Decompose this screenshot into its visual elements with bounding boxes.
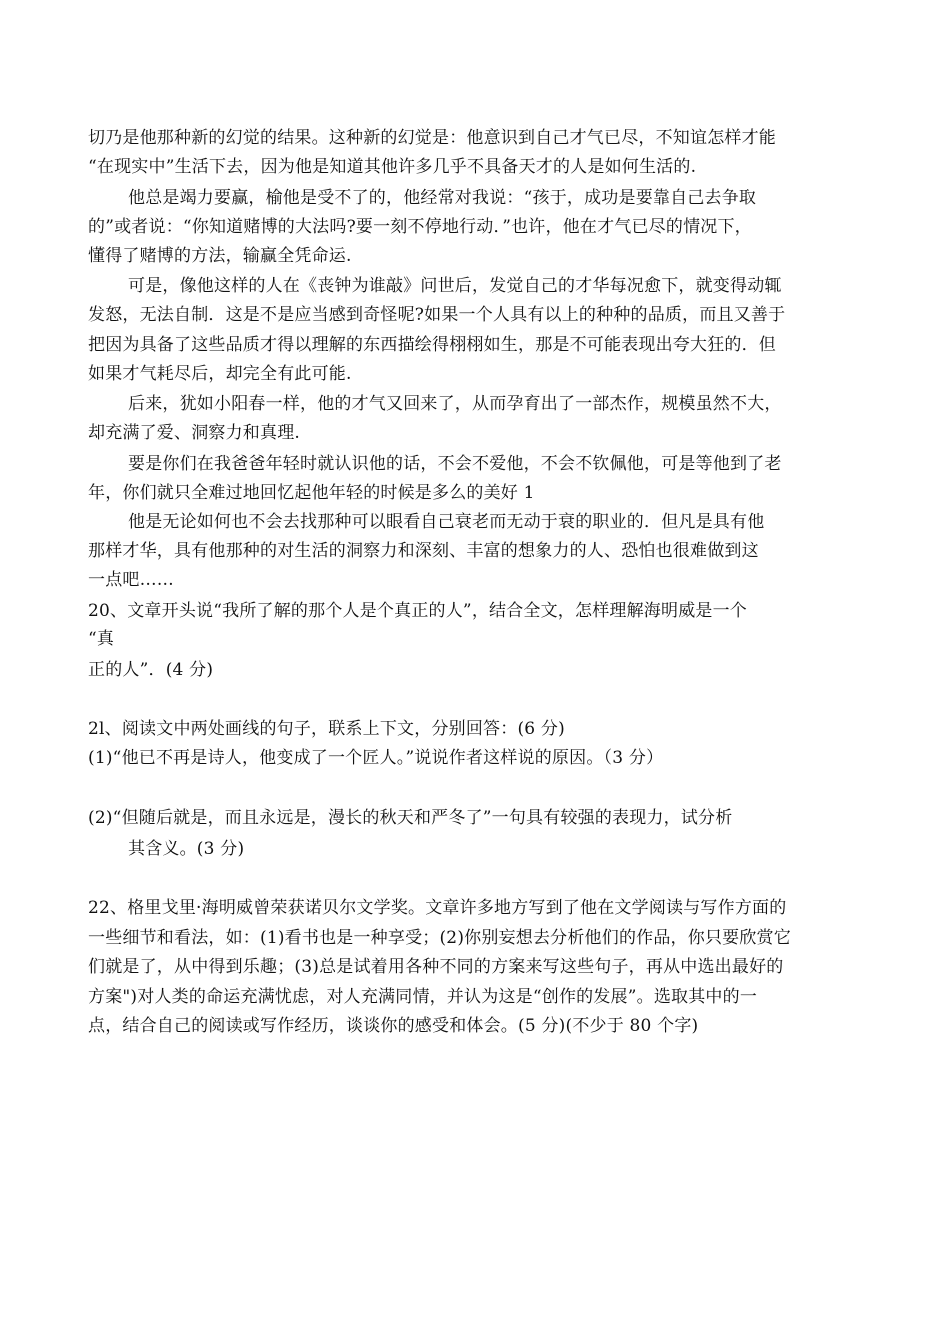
passage-line: 却充满了爱、洞察力和真理.: [88, 423, 301, 443]
question-20-line: “真: [88, 629, 115, 649]
question-22-line: 一些细节和看法，如：(1)看书也是一种享受；(2)你别妄想去分析他们的作品，你只要欣赏它: [88, 928, 791, 948]
question-20-line: 20、文章开头说“我所了解的那个人是个真正的人”，结合全文，怎样理解海明威是一个: [88, 601, 748, 621]
passage-line: 一点吧……: [88, 570, 174, 590]
question-20-line: 正的人”．(4 分): [88, 660, 214, 680]
question-21-line: (2)“但随后就是，而且永远是，漫长的秋天和严冬了”一句具有较强的表现力，试分析: [88, 808, 733, 828]
question-22-line: 方案")对人类的命运充满忧虑，对人充满同情，并认为这是“创作的发展”。选取其中的一: [88, 987, 758, 1007]
question-22-line: 们就是了，从中得到乐趣；(3)总是试着用各种不同的方案来写这些句子，再从中选出最好的: [88, 957, 784, 977]
passage-line: 那样才华，具有他那种的对生活的洞察力和深刻、丰富的想象力的人、恐怕也很难做到这: [88, 541, 759, 561]
passage-line: 切乃是他那种新的幻觉的结果。这种新的幻觉是：他意识到自己才气已尽，不知谊怎样才能: [88, 128, 776, 148]
passage-line: 发怒，无法自制．这是不是应当感到奇怪呢?如果一个人具有以上的种种的品质，而且又善于: [88, 305, 786, 325]
question-21-line: 其含义。(3 分): [128, 839, 245, 859]
question-21-line: (1)“他已不再是诗人，他变成了一个匠人。”说说作者这样说的原因。（3 分）: [88, 748, 664, 768]
passage-line: 把因为具备了这些品质才得以理解的东西描绘得栩栩如生，那是不可能表现出夸大狂的．但: [88, 335, 776, 355]
passage-line: 他是无论如何也不会去找那种可以眼看自己衰老而无动于衰的职业的．但凡是具有他: [128, 512, 765, 532]
passage-line: 的”或者说：“你知道赌博的大法吗?要一刻不停地行动．”也许，他在才气已尽的情况下，: [88, 217, 752, 237]
passage-line: “在现实中”生活下去，因为他是知道其他许多几乎不具备天才的人是如何生活的.: [88, 157, 697, 177]
passage-line: 后来，犹如小阳春一样，他的才气又回来了，从而孕育出了一部杰作，规模虽然不大，: [128, 394, 782, 414]
passage-line: 年，你们就只全难过地回忆起他年轻的时候是多么的美好 1: [88, 483, 535, 503]
passage-line: 如果才气耗尽后，却完全有此可能.: [88, 364, 352, 384]
question-21-line: 2l、阅读文中两处画线的句子，联系上下文，分别回答：(6 分): [88, 719, 565, 739]
question-22-line: 点，结合自己的阅读或写作经历，谈谈你的感受和体会。(5 分)(不少于 80 个字): [88, 1016, 699, 1036]
passage-line: 懂得了赌博的方法，输赢全凭命运.: [88, 246, 352, 266]
question-22-line: 22、格里戈里·海明威曾荣获诺贝尔文学奖。文章许多地方写到了他在文学阅读与写作方面的: [88, 898, 787, 918]
passage-line: 他总是竭力要赢，榆他是受不了的，他经常对我说：“孩于，成功是要靠自己去争取: [128, 188, 757, 208]
passage-line: 要是你们在我爸爸年轻时就认识他的话，不会不爱他，不会不钦佩他，可是等他到了老: [128, 454, 782, 474]
passage-line: 可是，像他这样的人在《丧钟为谁敲》问世后，发觉自己的才华每况愈下，就变得动辄: [128, 276, 782, 296]
